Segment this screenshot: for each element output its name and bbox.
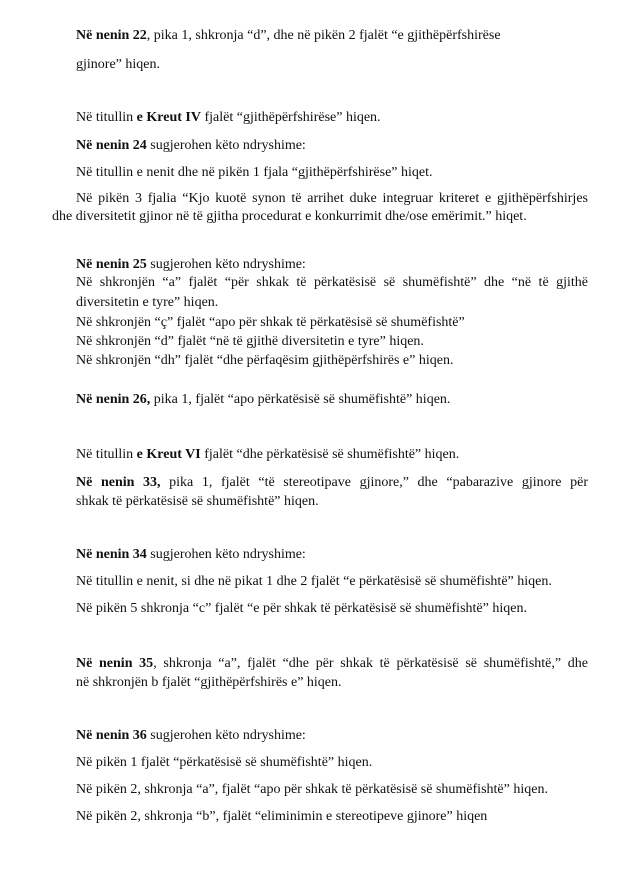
article-36-line-1 bbox=[76, 727, 588, 744]
article-34-line-2: Në titullin e nenit, si dhe në pikat 1 dhe 2 fjalët “e përkatësisë së shumëfishtë” hiqen. bbox=[76, 574, 552, 589]
chapter-IV-prefix: Në titullin bbox=[76, 110, 137, 125]
article-35-text: , shkronja “a”, fjalët “dhe për shkak të përkatësisë së shumëfishtë,” dhe bbox=[153, 656, 588, 671]
article-26-text: pika 1, fjalët “apo përkatësisë së shumëfishtë” hiqen. bbox=[150, 392, 451, 407]
chapter-VI-reference: e Kreut VI bbox=[136, 447, 201, 462]
chapter-VI-text: fjalët “dhe përkatësisë së shumëfishtë” hiqen. bbox=[200, 447, 460, 462]
article-22-reference: Në nenin 22 bbox=[76, 28, 147, 43]
article-35-reference: Në nenin 35 bbox=[76, 656, 154, 671]
article-34-reference: Në nenin 34 bbox=[76, 547, 147, 562]
article-33-text: pika 1, fjalët “të stereotipave gjinore,” dhe “pabarazive gjinore për bbox=[160, 475, 588, 490]
article-26-reference: Në nenin 26, bbox=[76, 392, 151, 407]
article-24-reference: Në nenin 24 bbox=[76, 138, 147, 153]
article-25-line-2: Në shkronjën “a” fjalët “për shkak të përkatësisë së shumëfishtë” dhe “në të gjithë bbox=[76, 275, 588, 290]
article-22-line-1 bbox=[76, 27, 588, 44]
article-34-line-1 bbox=[76, 546, 588, 563]
article-35-line-2: në shkronjën b fjalët “gjithëpërfshirës e” hiqen. bbox=[76, 675, 342, 690]
article-33-reference: Në nenin 33, bbox=[76, 475, 161, 490]
chapter-IV-line bbox=[76, 109, 588, 126]
article-33-line-1 bbox=[76, 474, 588, 491]
article-25-line-5: Në shkronjën “d” fjalët “në të gjithë diversitetin e tyre” hiqen. bbox=[76, 334, 424, 349]
article-36-line-2: Në pikën 1 fjalët “përkatësisë së shumëfishtë” hiqen. bbox=[76, 755, 373, 770]
article-25-line-1 bbox=[76, 256, 588, 273]
article-24-line-4: dhe diversitetit gjinor në të gjitha procedurat e konkurrimit dhe/ose emërimit.” hiqet. bbox=[52, 209, 527, 224]
chapter-VI-line bbox=[76, 446, 588, 463]
article-34-text: sugjerohen këto ndryshime: bbox=[146, 547, 306, 562]
chapter-IV-reference: e Kreut IV bbox=[136, 110, 201, 125]
article-26-line bbox=[76, 391, 588, 408]
article-36-line-3: Në pikën 2, shkronja “a”, fjalët “apo për shkak të përkatësisë së shumëfishtë” hiqen. bbox=[76, 782, 548, 797]
article-36-text: sugjerohen këto ndryshime: bbox=[146, 728, 306, 743]
article-34-line-3: Në pikën 5 shkronja “c” fjalët “e për shkak të përkatësisë së shumëfishtë” hiqen. bbox=[76, 601, 527, 616]
article-24-text: sugjerohen këto ndryshime: bbox=[146, 138, 306, 153]
article-25-line-4: Në shkronjën “ç” fjalët “apo për shkak të përkatësisë së shumëfishtë” bbox=[76, 315, 465, 330]
article-25-line-6: Në shkronjën “dh” fjalët “dhe përfaqësim gjithëpërfshirës e” hiqen. bbox=[76, 353, 454, 368]
article-33-line-2: shkak të përkatësisë së shumëfishtë” hiqen. bbox=[76, 494, 319, 509]
article-25-reference: Në nenin 25 bbox=[76, 257, 147, 272]
article-22-line-2: gjinore” hiqen. bbox=[76, 57, 160, 72]
article-25-line-3: diversitetin e tyre” hiqen. bbox=[76, 295, 219, 310]
article-25-text: sugjerohen këto ndryshime: bbox=[146, 257, 306, 272]
chapter-VI-prefix: Në titullin bbox=[76, 447, 137, 462]
article-24-line-2: Në titullin e nenit dhe në pikën 1 fjala “gjithëpërfshirëse” hiqet. bbox=[76, 165, 433, 180]
article-24-line-3: Në pikën 3 fjalia “Kjo kuotë synon të arrihet duke integruar kriteret e gjithëpërfshirjes bbox=[76, 191, 588, 206]
chapter-IV-text: fjalët “gjithëpërfshirëse” hiqen. bbox=[200, 110, 381, 125]
article-35-line-1 bbox=[76, 655, 588, 672]
article-36-line-4: Në pikën 2, shkronja “b”, fjalët “eliminimin e stereotipeve gjinore” hiqen bbox=[76, 809, 488, 824]
article-24-line-1 bbox=[76, 137, 588, 154]
article-22-text: , pika 1, shkronja “d”, dhe në pikën 2 fjalët “e gjithëpërfshirëse bbox=[146, 28, 501, 43]
article-36-reference: Në nenin 36 bbox=[76, 728, 147, 743]
